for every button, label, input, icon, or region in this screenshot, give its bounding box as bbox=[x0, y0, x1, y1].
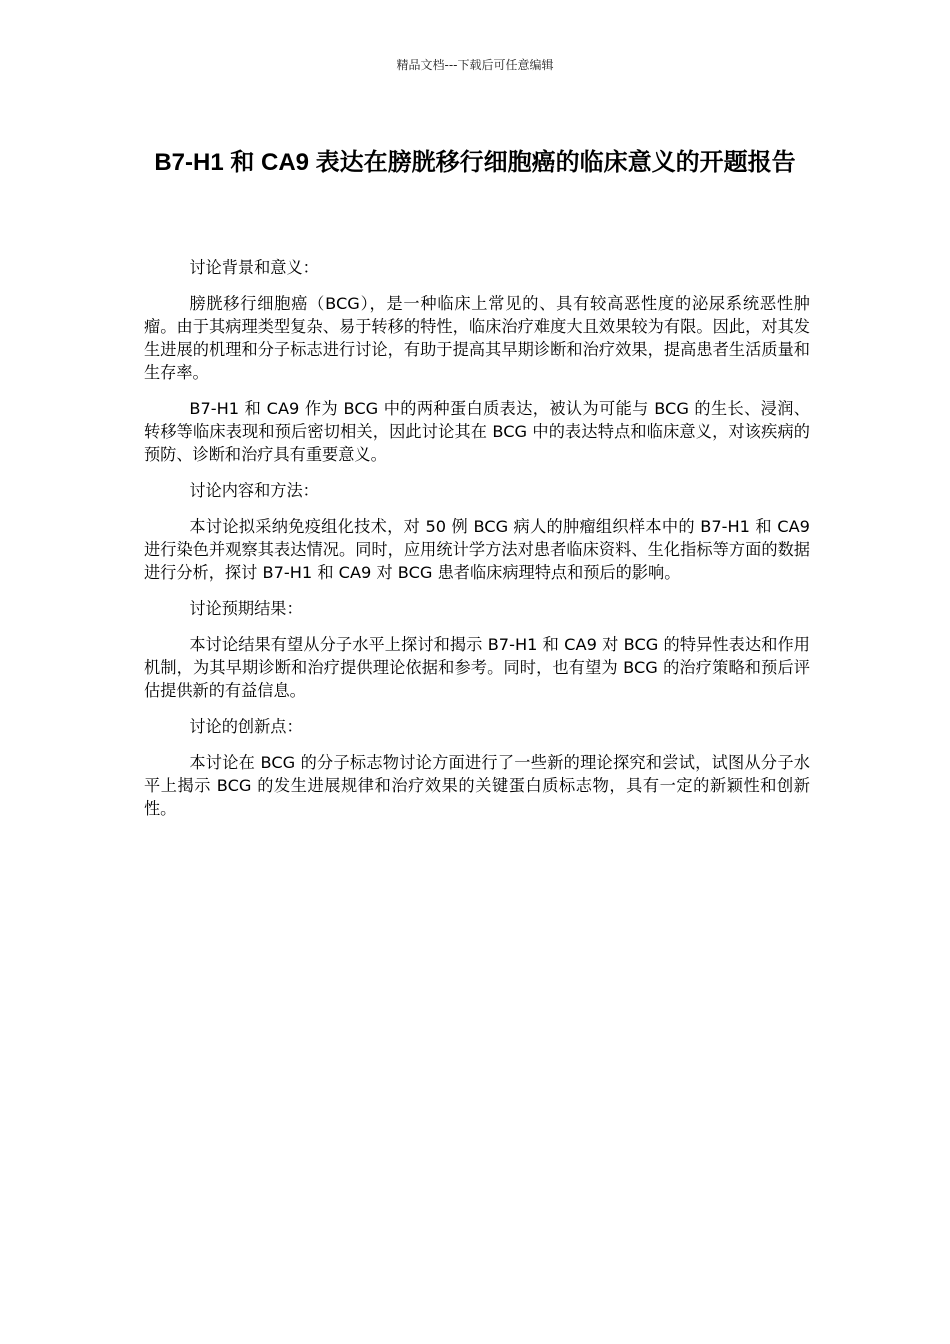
paragraph: B7-H1 和 CA9 作为 BCG 中的两种蛋白质表达，被认为可能与 BCG 的生长、浸润、转移等临床表现和预后密切相关，因此讨论其在 BCG 中的表达特点和临床意义，对该疾病的预防、诊断和治疗具有重要意义。 bbox=[144, 399, 810, 464]
paragraph: 本讨论拟采纳免疫组化技术，对 50 例 BCG 病人的肿瘤组织样本中的 B7-H1 和 CA9 进行染色并观察其表达情况。同时，应用统计学方法对患者临床资料、生化指标等方面的数据进行分析，探讨 B7-H1 和 CA9 对 BCG 患者临床病理特点和预后的影响。 bbox=[144, 517, 810, 582]
section-heading-innovation: 讨论的创新点： bbox=[189, 717, 303, 736]
section-heading-background: 讨论背景和意义： bbox=[189, 258, 319, 277]
paragraph: 膀胱移行细胞癌（BCG），是一种临床上常见的、具有较高恶性度的泌尿系统恶性肿瘤。由于其病理类型复杂、易于转移的特性，临床治疗难度大且效果较为有限。因此，对其发生进展的机理和分子标志进行讨论，有助于提高其早期诊断和治疗效果，提高患者生活质量和生存率。 bbox=[144, 294, 810, 382]
document-body bbox=[144, 256, 810, 833]
document-title: B7-H1 和 CA9 表达在膀胱移行细胞癌的临床意义的开题报告 bbox=[154, 149, 796, 176]
paragraph: 本讨论结果有望从分子水平上探讨和揭示 B7-H1 和 CA9 对 BCG 的特异性表达和作用机制，为其早期诊断和治疗提供理论依据和参考。同时，也有望为 BCG 的治疗策略和预后评估提供新的有益信息。 bbox=[144, 635, 810, 700]
section-heading-methods: 讨论内容和方法： bbox=[189, 481, 319, 500]
header-note: 精品文档---下载后可任意编辑 bbox=[396, 58, 554, 72]
paragraph: 本讨论在 BCG 的分子标志物讨论方面进行了一些新的理论探究和尝试，试图从分子水平上揭示 BCG 的发生进展规律和治疗效果的关键蛋白质标志物，具有一定的新颖性和创新性。 bbox=[144, 753, 810, 818]
section-heading-expected-results: 讨论预期结果： bbox=[189, 599, 303, 618]
